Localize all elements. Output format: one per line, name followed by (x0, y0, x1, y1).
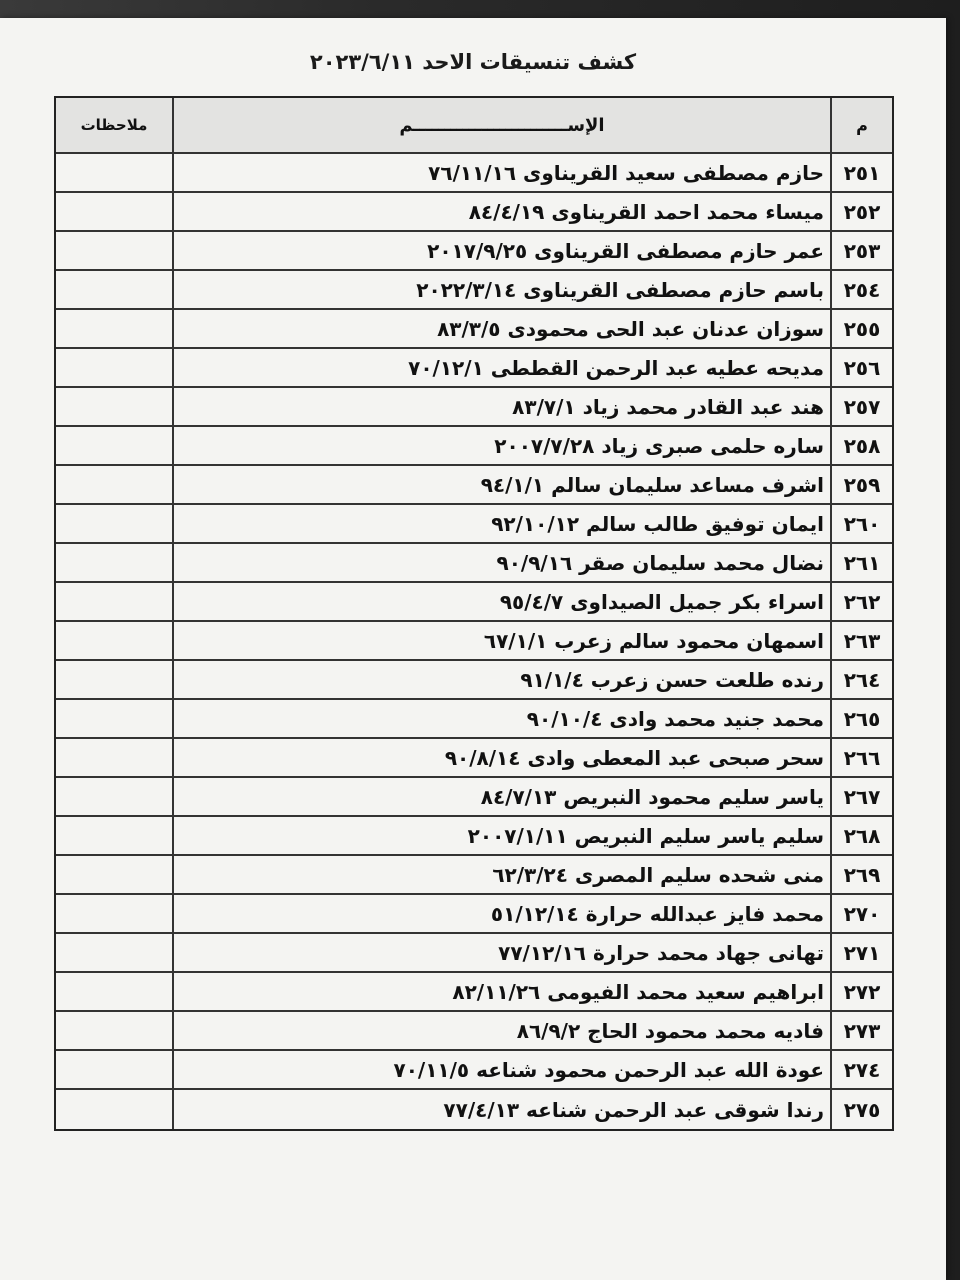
row-number: ٢٦٣ (830, 622, 892, 659)
row-name: تهانى جهاد محمد حرارة ٧٧/١٢/١٦ (172, 934, 830, 971)
row-number: ٢٦٦ (830, 739, 892, 776)
row-name: ساره حلمى صبرى زياد ٢٠٠٧/٧/٢٨ (172, 427, 830, 464)
row-notes (56, 1012, 172, 1049)
row-number: ٢٥٣ (830, 232, 892, 269)
row-notes (56, 817, 172, 854)
row-notes (56, 661, 172, 698)
header-number: م (830, 98, 892, 152)
row-number: ٢٦٧ (830, 778, 892, 815)
row-number: ٢٧٢ (830, 973, 892, 1010)
row-notes (56, 622, 172, 659)
table-row (56, 934, 892, 973)
row-number: ٢٥١ (830, 154, 892, 191)
row-name: فاديه محمد محمود الحاج ٨٦/٩/٢ (172, 1012, 830, 1049)
row-name: عمر حازم مصطفى القريناوى ٢٠١٧/٩/٢٥ (172, 232, 830, 269)
row-notes (56, 973, 172, 1010)
header-name: الإســـــــــــــــــــــــــم (172, 98, 830, 152)
row-number: ٢٦١ (830, 544, 892, 581)
paper-sheet (0, 18, 946, 1280)
table-row (56, 583, 892, 622)
row-name: سوزان عدنان عبد الحى محمودى ٨٣/٣/٥ (172, 310, 830, 347)
row-notes (56, 388, 172, 425)
row-notes (56, 1090, 172, 1129)
row-number: ٢٦٤ (830, 661, 892, 698)
row-name: ايمان توفيق طالب سالم ٩٢/١٠/١٢ (172, 505, 830, 542)
row-notes (56, 778, 172, 815)
row-number: ٢٥٩ (830, 466, 892, 503)
row-name: اسراء بكر جميل الصيداوى ٩٥/٤/٧ (172, 583, 830, 620)
row-number: ٢٧١ (830, 934, 892, 971)
row-name: رنده طلعت حسن زعرب ٩١/١/٤ (172, 661, 830, 698)
row-name: محمد فايز عبدالله حرارة ٥١/١٢/١٤ (172, 895, 830, 932)
row-number: ٢٧٥ (830, 1090, 892, 1129)
row-notes (56, 232, 172, 269)
table-row (56, 622, 892, 661)
row-notes (56, 1051, 172, 1088)
row-name: سليم ياسر سليم النبريص ٢٠٠٧/١/١١ (172, 817, 830, 854)
row-number: ٢٥٦ (830, 349, 892, 386)
row-notes (56, 895, 172, 932)
table-row (56, 388, 892, 427)
row-name: ابراهيم سعيد محمد الفيومى ٨٢/١١/٢٦ (172, 973, 830, 1010)
row-notes (56, 739, 172, 776)
table-row (56, 271, 892, 310)
table-row (56, 661, 892, 700)
row-name: اشرف مساعد سليمان سالم ٩٤/١/١ (172, 466, 830, 503)
table-row (56, 1090, 892, 1129)
table-row (56, 1051, 892, 1090)
row-name: نضال محمد سليمان صقر ٩٠/٩/١٦ (172, 544, 830, 581)
row-number: ٢٧٣ (830, 1012, 892, 1049)
table-row (56, 817, 892, 856)
table-row (56, 856, 892, 895)
row-notes (56, 271, 172, 308)
table-row (56, 895, 892, 934)
row-name: اسمهان محمود سالم زعرب ٦٧/١/١ (172, 622, 830, 659)
table-row (56, 544, 892, 583)
row-number: ٢٦٥ (830, 700, 892, 737)
row-number: ٢٧٤ (830, 1051, 892, 1088)
row-notes (56, 310, 172, 347)
table-body (56, 154, 892, 1129)
table-row (56, 700, 892, 739)
table-row (56, 1012, 892, 1051)
row-notes (56, 934, 172, 971)
table-row (56, 310, 892, 349)
row-number: ٢٥٧ (830, 388, 892, 425)
row-notes (56, 427, 172, 464)
names-table (54, 96, 894, 1131)
table-row (56, 232, 892, 271)
row-name: رندا شوقى عبد الرحمن شناعه ٧٧/٤/١٣ (172, 1090, 830, 1129)
row-number: ٢٥٥ (830, 310, 892, 347)
row-number: ٢٥٤ (830, 271, 892, 308)
table-row (56, 154, 892, 193)
row-notes (56, 154, 172, 191)
row-name: عودة الله عبد الرحمن محمود شناعه ٧٠/١١/٥ (172, 1051, 830, 1088)
table-row (56, 193, 892, 232)
row-notes (56, 466, 172, 503)
row-name: محمد جنيد محمد وادى ٩٠/١٠/٤ (172, 700, 830, 737)
row-name: سحر صبحى عبد المعطى وادى ٩٠/٨/١٤ (172, 739, 830, 776)
row-number: ٢٦٨ (830, 817, 892, 854)
row-name: مديحه عطيه عبد الرحمن القططى ٧٠/١٢/١ (172, 349, 830, 386)
row-notes (56, 583, 172, 620)
row-notes (56, 349, 172, 386)
row-notes (56, 544, 172, 581)
table-row (56, 778, 892, 817)
document-title: كشف تنسيقات الاحد ٢٠٢٣/٦/١١ (309, 50, 637, 74)
row-notes (56, 505, 172, 542)
row-name: هند عبد القادر محمد زياد ٨٣/٧/١ (172, 388, 830, 425)
table-row (56, 973, 892, 1012)
row-number: ٢٦٢ (830, 583, 892, 620)
row-name: منى شحده سليم المصرى ٦٢/٣/٢٤ (172, 856, 830, 893)
table-row (56, 466, 892, 505)
row-number: ٢٦٠ (830, 505, 892, 542)
row-name: باسم حازم مصطفى القريناوى ٢٠٢٢/٣/١٤ (172, 271, 830, 308)
row-notes (56, 193, 172, 230)
header-notes: ملاحظات (80, 116, 148, 134)
row-name: حازم مصطفى سعيد القريناوى ٧٦/١١/١٦ (172, 154, 830, 191)
row-name: ميساء محمد احمد القريناوى ٨٤/٤/١٩ (172, 193, 830, 230)
row-name: ياسر سليم محمود النبريص ٨٤/٧/١٣ (172, 778, 830, 815)
table-row (56, 739, 892, 778)
table-header-row (56, 98, 892, 154)
row-number: ٢٥٨ (830, 427, 892, 464)
table-row (56, 427, 892, 466)
row-number: ٢٥٢ (830, 193, 892, 230)
row-number: ٢٧٠ (830, 895, 892, 932)
table-row (56, 505, 892, 544)
row-notes (56, 700, 172, 737)
row-number: ٢٦٩ (830, 856, 892, 893)
table-row (56, 349, 892, 388)
row-notes (56, 856, 172, 893)
